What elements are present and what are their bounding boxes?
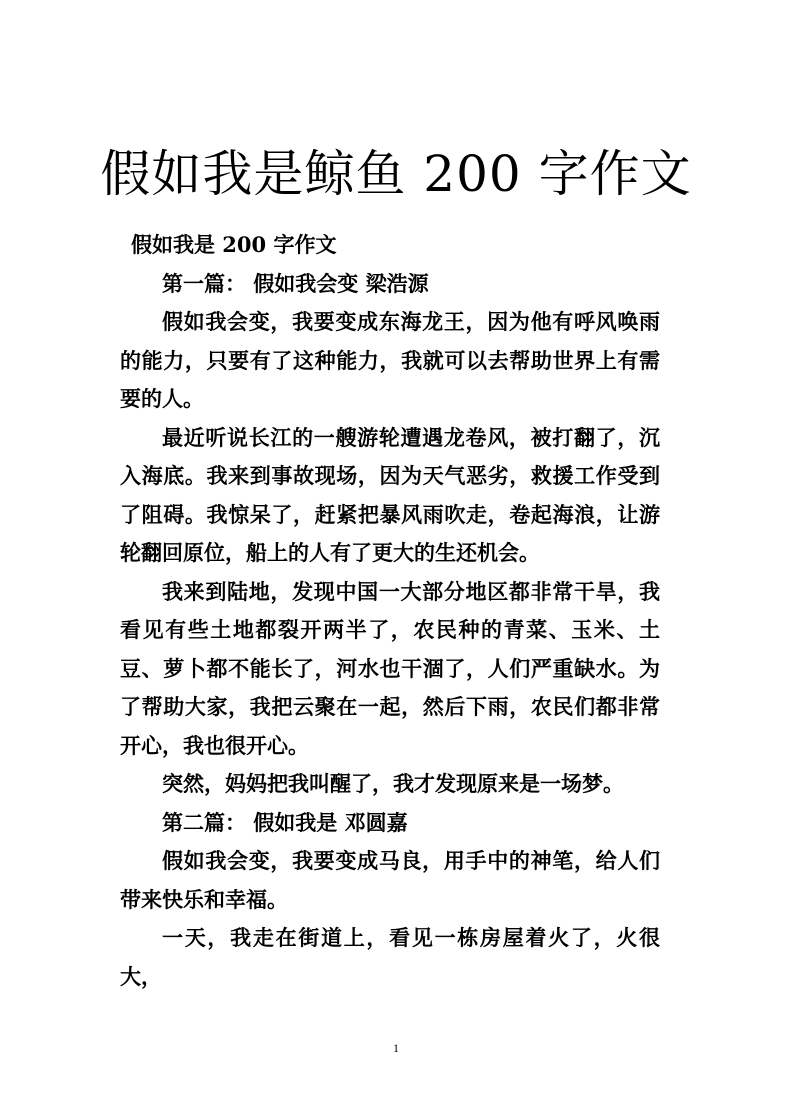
paragraph: 假如我会变，我要变成东海龙王，因为他有呼风唤雨的能力，只要有了这种能力，我就可以去帮助世界上有需要的人。 [120, 309, 660, 411]
paragraph: 一天，我走在街道上，看见一栋房屋着火了，火很大， [120, 925, 660, 989]
paragraph: 最近听说长江的一艘游轮遭遇龙卷风，被打翻了，沉入海底。我来到事故现场，因为天气恶劣，救援工作受到了阻碍。我惊呆了，赶紧把暴风雨吹走，卷起海浪，让游轮翻回原位，船上的人有了更大的生还机会。 [120, 424, 660, 565]
document-title: 假如我是鲸鱼 200 字作文 [100, 145, 692, 203]
page-number: 1 [393, 1041, 399, 1055]
paragraph: 假如我会变，我要变成马良，用手中的神笔，给人们带来快乐和幸福。 [120, 848, 660, 912]
document-subtitle: 假如我是 200 字作文 [131, 232, 337, 257]
paragraph: 我来到陆地，发现中国一大部分地区都非常干旱，我看见有些土地都裂开两半了，农民种的青菜、玉米、土豆、萝卜都不能长了，河水也干涸了，人们严重缺水。为了帮助大家，我把云聚在一起，然后下雨，农民们都非常开心，我也很开心。 [120, 578, 660, 758]
paragraph: 突然，妈妈把我叫醒了，我才发现原来是一场梦。 [162, 771, 624, 796]
document-body [120, 226, 660, 996]
section-heading-1: 第一篇： 假如我会变 梁浩源 [162, 270, 429, 296]
section-heading-2: 第二篇： 假如我是 邓圆嘉 [162, 809, 408, 835]
